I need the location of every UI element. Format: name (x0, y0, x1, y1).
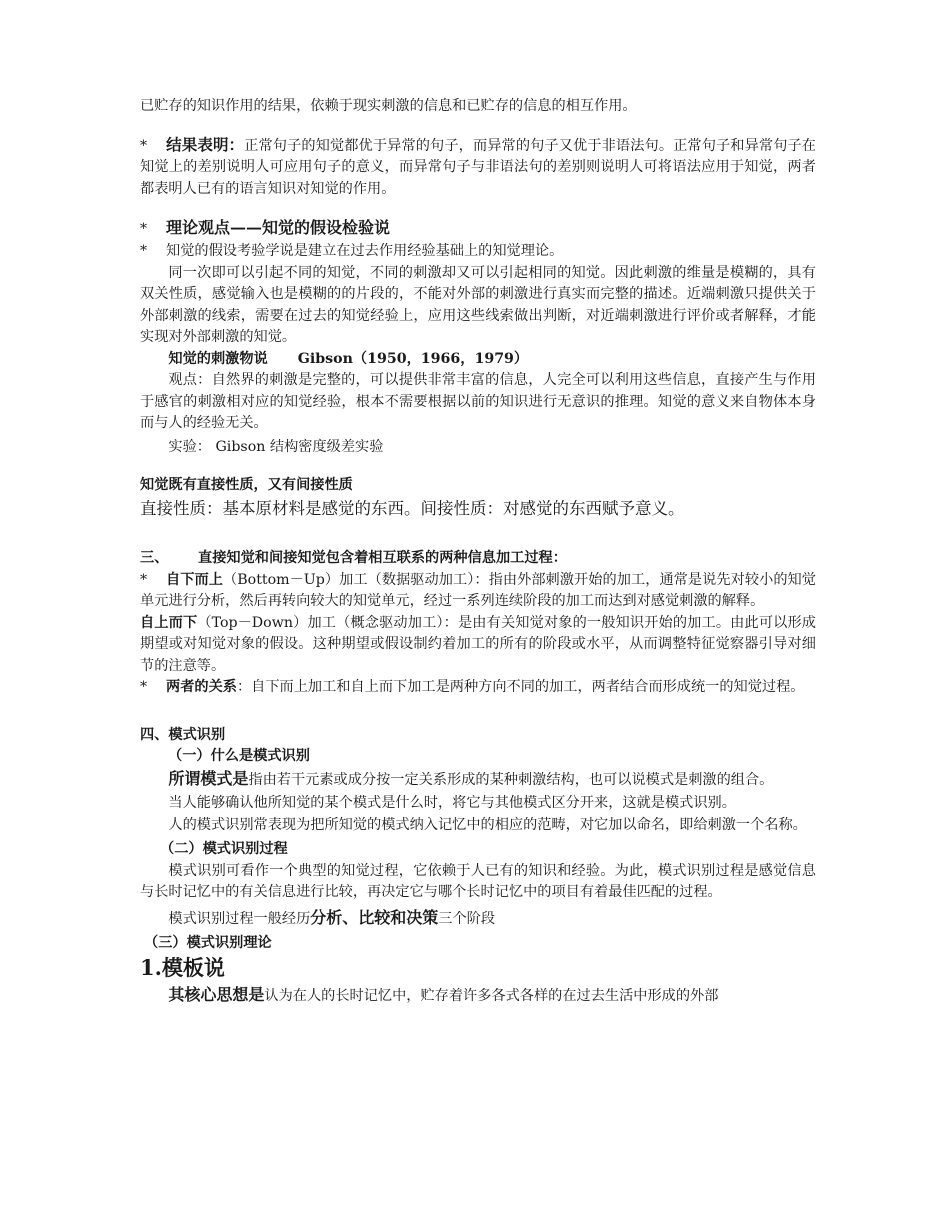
three-stages-prefix: 模式识别过程一般经历 (168, 910, 311, 927)
results-text: 正常句子的知觉都优于异常的句子，而异常的句子又优于非语法句。正常句子和异常句子在知觉上的差别说明人可应用句子的意义，而异常句子与非语法句的差别则说明人可将语法应用于知觉，两者都表明人已有的语言知识对知觉的作用。 (140, 137, 816, 197)
heading-section-four: 四、模式识别 (140, 726, 226, 743)
paragraph-template-core (140, 982, 816, 1009)
top-down-label: 自上而下 (140, 614, 198, 631)
heading-template-theory: 1.模板说 (140, 955, 225, 980)
paragraph-continuation: 已贮存的知识作用的结果，依赖于现实刺激的信息和已贮存的信息的相互作用。 (140, 98, 637, 114)
theory-heading-text: 理论观点——知觉的假设检验说 (166, 218, 391, 237)
bullet-star: * (140, 221, 148, 237)
bullet-star: * (140, 679, 148, 695)
gibson-citation: Gibson（1950，1966，1979） (297, 350, 529, 367)
heading-what-is-pattern: （一）什么是模式识别 (168, 748, 310, 764)
stimulus-theory-title: 知觉的刺激物说 (168, 350, 268, 367)
section-three-number: 三、 (140, 550, 169, 566)
three-stages-bold: 分析、比较和决策 (310, 907, 439, 927)
heading-section-three (140, 548, 816, 570)
pattern-definition-label: 所谓模式是 (168, 768, 249, 788)
top-down-text: （Top－Down）加工（概念驱动加工）：是由有关知觉对象的一般知识开始的加工。由此可以形成期望或对知觉对象的假设。这种期望或假设制约着加工的所有的阶段或水平，从而调整特征觉察器引导对细节的注意等。 (140, 614, 816, 674)
paragraph-top-down (140, 613, 816, 678)
paragraph-stimulus-ambiguity: 同一次即可以引起不同的知觉，不同的刺激却又可以引起相同的知觉。因此刺激的维量是模糊的，具有双关性质，感觉输入也是模糊的的片段的，不能对外部的刺激进行真实而完整的描述。近端刺激只提供关于外部刺激的线索，需要在过去的知觉经验上，应用这些线索做出判断，对近端刺激进行评价或者解释，才能实现对外部刺激的知觉。 (140, 264, 816, 345)
paragraph-bottom-up (140, 570, 816, 613)
bottom-up-label: 自下而上 (166, 571, 223, 588)
relation-label: 两者的关系 (166, 679, 237, 695)
paragraph-relation (140, 677, 816, 699)
bullet-star: * (140, 571, 148, 588)
bullet-star: * (140, 137, 148, 154)
paragraph-results (140, 134, 816, 201)
paragraph-recognition-process: 模式识别可看作一个典型的知觉过程，它依赖于人已有的知识和经验。为此，模式识别过程是感觉信息与长时记忆中的有关信息进行比较，再决定它与哪个长时记忆中的项目有着最佳匹配的过程。 (140, 862, 816, 900)
heading-theory (140, 216, 816, 241)
hypothesis-text: 知觉的假设考验学说是建立在过去作用经验基础上的知觉理论。 (166, 243, 564, 259)
paragraph-hypothesis (140, 241, 816, 263)
paragraph-direct-indirect: 直接性质：基本原材料是感觉的东西。间接性质：对感觉的东西赋予意义。 (140, 499, 685, 518)
section-three-title: 直接知觉和间接知觉包含着相互联系的两种信息加工过程： (198, 550, 567, 566)
pattern-definition-text: 指由若干元素或成分按一定关系形成的某种刺激结构，也可以说模式是刺激的组合。 (248, 771, 774, 788)
template-core-text: 认为在人的长时记忆中，贮存着许多各式各样的在过去生活中形成的外部 (264, 988, 719, 1004)
results-label: 结果表明： (166, 134, 245, 154)
paragraph-viewpoint: 观点：自然界的刺激是完整的，可以提供非常丰富的信息，人完全可以利用这些信息，直接产生与作用于感官的刺激相对应的知觉经验，根本不需要根据以前的知识进行无意识的推理。知觉的意义来自物体本身而与人的经验无关。 (140, 372, 816, 431)
heading-recognition-theory: （三）模式识别理论 (144, 934, 272, 951)
three-stages-suffix: 三个阶段 (438, 910, 496, 927)
paragraph-three-stages (140, 904, 816, 933)
heading-stimulus-theory (140, 349, 816, 371)
heading-recognition-process: （二）模式识别过程 (160, 840, 288, 857)
document-page (140, 96, 816, 1009)
paragraph-experiment: 实验： Gibson 结构密度级差实验 (168, 438, 384, 455)
paragraph-pattern-naming: 人的模式识别常表现为把所知觉的模式纳入记忆中的相应的范畴，对它加以命名，即给刺激一个名称。 (168, 817, 807, 833)
template-core-label: 其核心思想是 (168, 985, 265, 1004)
heading-direct-indirect: 知觉既有直接性质，又有间接性质 (140, 476, 353, 493)
bullet-star: * (140, 243, 148, 259)
bottom-up-text: （Bottom－Up）加工（数据驱动加工）：指由外部刺激开始的加工，通常是说先对较小的知觉单元进行分析，然后再转向较大的知觉单元，经过一系列连续阶段的加工而达到对感觉刺激的解释。 (140, 571, 816, 609)
relation-text: ：自下而上加工和自上而下加工是两种方向不同的加工，两者结合而形成统一的知觉过程。 (236, 679, 805, 695)
paragraph-pattern-definition (140, 768, 816, 792)
paragraph-pattern-recognition: 当人能够确认他所知觉的某个模式是什么时，将它与其他模式区分开来，这就是模式识别。 (168, 795, 736, 811)
